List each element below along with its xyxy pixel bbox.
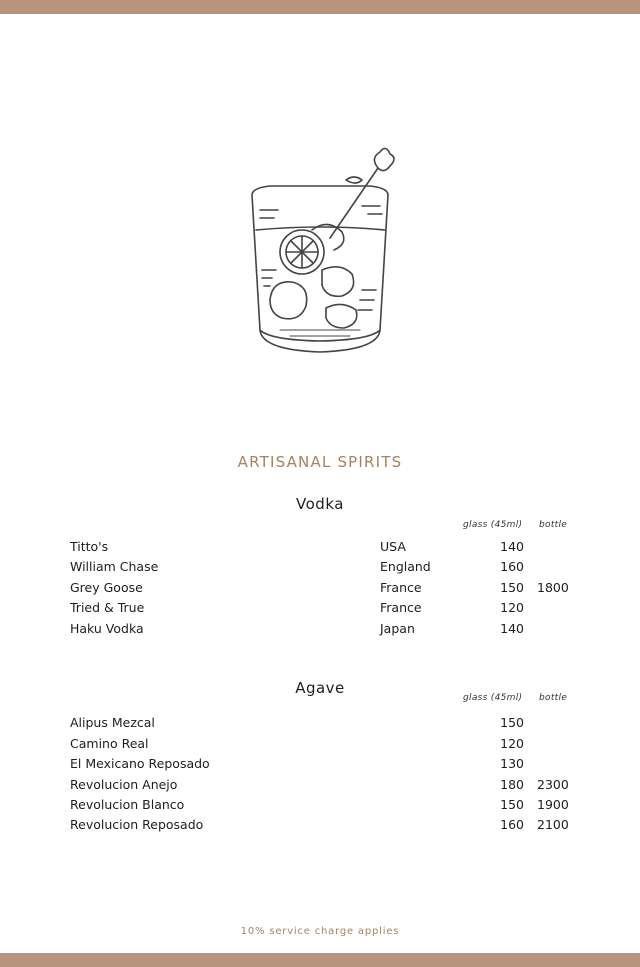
item-bottle-price: 2100 xyxy=(537,817,569,832)
menu-item-row xyxy=(0,736,640,756)
menu-item-row xyxy=(0,756,640,776)
menu-item-row xyxy=(0,715,640,735)
item-glass-price: 180 xyxy=(500,777,524,792)
col-head-bottle: bottle xyxy=(539,520,568,530)
item-name: Titto's xyxy=(70,539,109,554)
item-origin: England xyxy=(380,559,431,574)
col-head-bottle: bottle xyxy=(539,693,568,703)
item-glass-price: 140 xyxy=(500,621,524,636)
item-bottle-price: 2300 xyxy=(537,777,569,792)
item-origin: USA xyxy=(380,539,406,554)
item-glass-price: 150 xyxy=(500,715,524,730)
item-bottle-price: 1800 xyxy=(537,580,569,595)
menu-heading: ARTISANAL SPIRITS xyxy=(237,453,403,471)
item-glass-price: 160 xyxy=(500,817,524,832)
bottom-band xyxy=(0,953,640,967)
menu-item-row xyxy=(0,797,640,817)
item-origin: Japan xyxy=(380,621,415,636)
item-glass-price: 120 xyxy=(500,736,524,751)
item-name: Camino Real xyxy=(70,736,149,751)
item-glass-price: 150 xyxy=(500,580,524,595)
section-title-agave: Agave xyxy=(295,679,345,697)
col-head-glass: glass (45ml) xyxy=(463,693,523,703)
item-glass-price: 130 xyxy=(500,756,524,771)
menu-item-row xyxy=(0,559,640,579)
item-name: El Mexicano Reposado xyxy=(70,756,210,771)
menu-item-row xyxy=(0,580,640,600)
item-name: Revolucion Blanco xyxy=(70,797,185,812)
section-title-vodka: Vodka xyxy=(296,495,344,513)
item-glass-price: 140 xyxy=(500,539,524,554)
menu-item-row xyxy=(0,817,640,837)
item-name: Tried & True xyxy=(70,600,145,615)
item-name: William Chase xyxy=(70,559,159,574)
col-head-glass: glass (45ml) xyxy=(463,520,523,530)
item-name: Alipus Mezcal xyxy=(70,715,155,730)
item-name: Revolucion Anejo xyxy=(70,777,178,792)
service-charge-note: 10% service charge applies xyxy=(240,926,400,937)
item-name: Revolucion Reposado xyxy=(70,817,204,832)
item-origin: France xyxy=(380,580,422,595)
item-origin: France xyxy=(380,600,422,615)
top-band xyxy=(0,0,640,14)
item-name: Haku Vodka xyxy=(70,621,144,636)
cocktail-glass-icon xyxy=(230,140,410,365)
menu-item-row xyxy=(0,539,640,559)
item-name: Grey Goose xyxy=(70,580,143,595)
item-glass-price: 150 xyxy=(500,797,524,812)
item-bottle-price: 1900 xyxy=(537,797,569,812)
item-glass-price: 120 xyxy=(500,600,524,615)
item-glass-price: 160 xyxy=(500,559,524,574)
menu-item-row xyxy=(0,621,640,641)
menu-item-row xyxy=(0,600,640,620)
menu-item-row xyxy=(0,777,640,797)
